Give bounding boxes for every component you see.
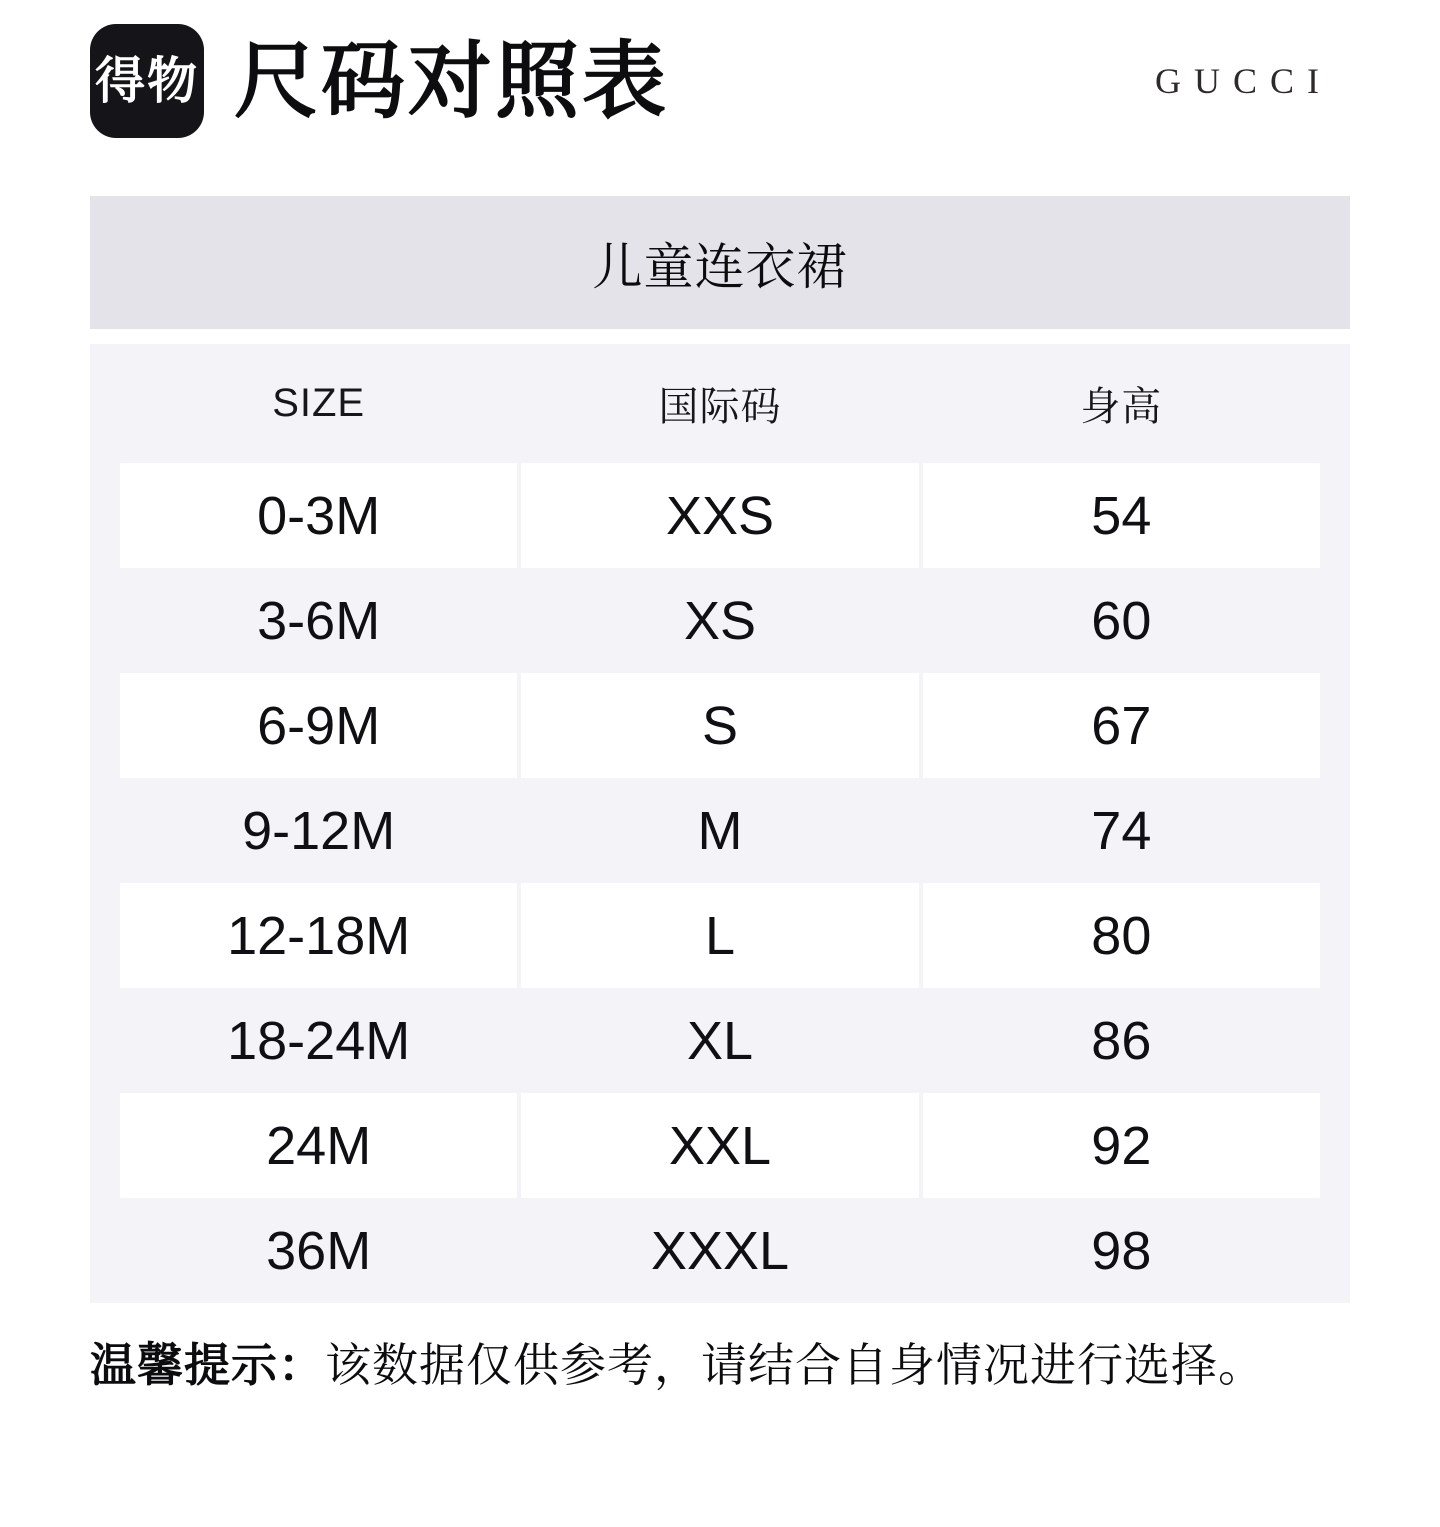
cell-size: 24M bbox=[120, 1093, 517, 1198]
cell-size: 18-24M bbox=[227, 1010, 411, 1071]
cell-height: 74 bbox=[1091, 800, 1152, 861]
cell-height: 67 bbox=[923, 673, 1320, 778]
dewu-logo-text: 得物 bbox=[95, 52, 199, 109]
table-row bbox=[120, 883, 1320, 988]
cell-height: 86 bbox=[1091, 1010, 1152, 1071]
disclaimer bbox=[90, 1329, 1350, 1395]
disclaimer-text: 该数据仅供参考，请结合自身情况进行选择。 bbox=[325, 1339, 1265, 1391]
table-row bbox=[120, 673, 1320, 778]
page-header bbox=[0, 0, 1440, 138]
cell-intl: S bbox=[521, 673, 918, 778]
cell-intl: L bbox=[521, 883, 918, 988]
cell-size: 36M bbox=[266, 1220, 372, 1281]
table-row bbox=[120, 988, 1320, 1093]
disclaimer-label: 温馨提示： bbox=[90, 1339, 325, 1391]
cell-height: 92 bbox=[923, 1093, 1320, 1198]
column-header-intl: 国际码 bbox=[658, 385, 782, 429]
cell-size: 3-6M bbox=[257, 590, 381, 651]
table-row bbox=[120, 778, 1320, 883]
table-row bbox=[120, 463, 1320, 568]
brand-wordmark: GUCCI bbox=[1154, 60, 1332, 101]
cell-intl: XS bbox=[683, 590, 757, 651]
cell-height: 98 bbox=[1091, 1220, 1152, 1281]
page-title: 尺码对照表 bbox=[234, 33, 670, 128]
cell-size: 9-12M bbox=[242, 800, 396, 861]
cell-size: 12-18M bbox=[120, 883, 517, 988]
table-header-row bbox=[120, 344, 1320, 463]
cell-height: 60 bbox=[1091, 590, 1152, 651]
table-row bbox=[120, 1198, 1320, 1303]
cell-size: 0-3M bbox=[120, 463, 517, 568]
cell-size: 6-9M bbox=[120, 673, 517, 778]
cell-intl: XXS bbox=[521, 463, 918, 568]
cell-height: 54 bbox=[923, 463, 1320, 568]
table-row bbox=[120, 1093, 1320, 1198]
category-label: 儿童连衣裙 bbox=[592, 238, 848, 295]
cell-intl: XXL bbox=[521, 1093, 918, 1198]
size-table bbox=[90, 344, 1350, 1303]
table-row bbox=[120, 568, 1320, 673]
cell-intl: XL bbox=[686, 1010, 754, 1071]
cell-intl: M bbox=[697, 800, 743, 861]
cell-height: 80 bbox=[923, 883, 1320, 988]
dewu-logo bbox=[90, 24, 204, 138]
column-header-size: SIZE bbox=[272, 381, 366, 425]
category-banner bbox=[90, 196, 1350, 329]
column-header-height: 身高 bbox=[1080, 385, 1163, 429]
cell-intl: XXXL bbox=[650, 1220, 790, 1281]
